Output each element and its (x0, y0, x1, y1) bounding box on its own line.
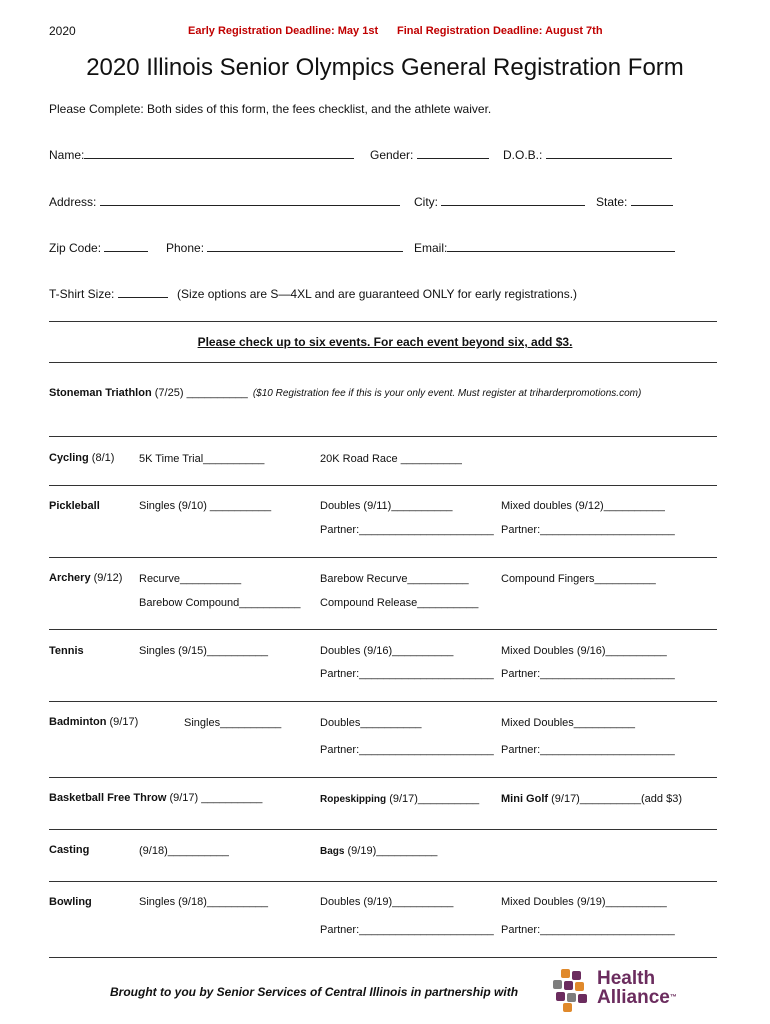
zip-label: Zip Code: (49, 241, 102, 255)
logo-square (578, 994, 587, 1003)
cycling-5k-option[interactable]: 5K Time Trial__________ (139, 453, 265, 465)
tennis-name: Tennis (49, 645, 84, 657)
cycling-20k-option[interactable]: 20K Road Race __________ (320, 453, 462, 465)
ropeskipping-rest: (9/17)__________ (389, 793, 480, 805)
tshirt-label: T-Shirt Size: (49, 287, 115, 301)
health-alliance-logo (597, 969, 677, 1007)
badminton-mixed-option[interactable]: Mixed Doubles__________ (501, 717, 635, 729)
archery-name: Archery (49, 572, 91, 584)
state-field-row (596, 194, 673, 209)
logo-square (572, 971, 581, 980)
pickleball-name: Pickleball (49, 500, 100, 512)
email-field-row (414, 240, 675, 255)
badminton-singles-option[interactable]: Singles__________ (184, 717, 282, 729)
health-alliance-logo-mark (553, 969, 593, 1013)
tennis-partner-mixed[interactable]: Partner:______________________ (501, 668, 675, 680)
minigolf-option[interactable] (501, 793, 682, 805)
archery-compound-release-option[interactable]: Compound Release__________ (320, 597, 479, 609)
divider (49, 957, 717, 958)
logo-line2: Alliance (597, 987, 670, 1008)
instructions: Please Complete: Both sides of this form, the fees checklist, and the athlete waiver. (49, 102, 492, 116)
page-title: 2020 Illinois Senior Olympics General Registration Form (86, 54, 684, 81)
cycling-name: Cycling (49, 452, 89, 464)
cycling-event-label (49, 452, 114, 464)
badminton-event-label (49, 716, 138, 728)
casting-option[interactable]: (9/18)__________ (139, 845, 229, 857)
divider (49, 629, 717, 630)
phone-field-row (166, 240, 403, 255)
year-label: 2020 (49, 24, 76, 38)
tennis-mixed-option[interactable]: Mixed Doubles (9/16)__________ (501, 645, 667, 657)
tshirt-field[interactable] (118, 286, 168, 298)
early-deadline: Early Registration Deadline: May 1st (188, 25, 379, 37)
phone-label: Phone: (166, 241, 205, 255)
logo-square (556, 992, 565, 1001)
divider (49, 557, 717, 558)
logo-square (575, 982, 584, 991)
bowling-mixed-option[interactable]: Mixed Doubles (9/19)__________ (501, 896, 667, 908)
gender-label: Gender: (370, 148, 414, 162)
archery-barebow-recurve-option[interactable]: Barebow Recurve__________ (320, 573, 469, 585)
dob-field[interactable] (546, 147, 672, 159)
phone-field[interactable] (207, 240, 403, 252)
logo-line2-wrap (597, 988, 677, 1007)
cycling-date: (8/1) (91, 452, 115, 464)
divider (49, 485, 717, 486)
ropeskipping-name: Ropeskipping (320, 794, 387, 805)
address-label: Address: (49, 195, 97, 209)
triathlon-note: ($10 Registration fee if this is your only event. Must register at triharderpromotions.com) (252, 388, 642, 399)
divider (49, 701, 717, 702)
logo-square (567, 993, 576, 1002)
divider (49, 321, 717, 322)
zip-field[interactable] (104, 240, 148, 252)
divider (49, 881, 717, 882)
bowling-name: Bowling (49, 896, 92, 908)
gender-field-row (370, 147, 489, 162)
basketball-name: Basketball Free Throw (49, 792, 167, 804)
tshirt-note: (Size options are S—4XL and are guaranteed ONLY for early registrations.) (177, 287, 578, 301)
name-field[interactable] (84, 147, 354, 159)
tennis-partner-doubles[interactable]: Partner:______________________ (320, 668, 494, 680)
logo-trademark: ™ (669, 994, 677, 1001)
tennis-singles-option[interactable]: Singles (9/15)__________ (139, 645, 269, 657)
email-field[interactable] (447, 240, 675, 252)
email-label: Email: (414, 241, 448, 255)
triathlon-name: Stoneman Triathlon (49, 387, 152, 399)
dob-label: D.O.B.: (503, 148, 543, 162)
logo-square (564, 981, 573, 990)
logo-line1: Health (597, 968, 656, 989)
zip-field-row (49, 240, 148, 255)
bags-option[interactable] (320, 845, 437, 857)
badminton-partner-mixed[interactable]: Partner:______________________ (501, 744, 675, 756)
divider (49, 362, 717, 363)
archery-recurve-option[interactable]: Recurve__________ (139, 573, 242, 585)
bags-rest: (9/19)__________ (347, 845, 438, 857)
pickleball-singles-option[interactable]: Singles (9/10) __________ (139, 500, 272, 512)
footer-text: Brought to you by Senior Services of Central Illinois in partnership with (110, 985, 519, 999)
bowling-singles-option[interactable]: Singles (9/18)__________ (139, 896, 269, 908)
basketball-option[interactable] (49, 792, 262, 804)
minigolf-rest: (9/17)__________(add $3) (551, 793, 682, 805)
tennis-doubles-option[interactable]: Doubles (9/16)__________ (320, 645, 454, 657)
pickleball-partner-doubles[interactable]: Partner:______________________ (320, 524, 494, 536)
archery-compound-fingers-option[interactable]: Compound Fingers__________ (501, 573, 656, 585)
bags-name: Bags (320, 846, 345, 857)
gender-field[interactable] (417, 147, 489, 159)
badminton-name: Badminton (49, 716, 107, 728)
minigolf-name: Mini Golf (501, 793, 549, 805)
divider (49, 829, 717, 830)
address-field-row (49, 194, 400, 209)
logo-square (553, 980, 562, 989)
basketball-rest: (9/17) __________ (169, 792, 263, 804)
divider (49, 436, 717, 437)
badminton-partner-doubles[interactable]: Partner:______________________ (320, 744, 494, 756)
events-heading: Please check up to six events. For each event beyond six, add $3. (197, 335, 573, 349)
city-field[interactable] (441, 194, 585, 206)
logo-square (561, 969, 570, 978)
state-field[interactable] (631, 194, 673, 206)
pickleball-partner-mixed[interactable]: Partner:______________________ (501, 524, 675, 536)
city-field-row (414, 194, 585, 209)
archery-date: (9/12) (93, 572, 123, 584)
bowling-partner-doubles[interactable]: Partner:______________________ (320, 924, 494, 936)
triathlon-row[interactable] (49, 387, 641, 399)
dob-field-row (503, 147, 672, 162)
casting-name: Casting (49, 844, 90, 856)
archery-event-label (49, 572, 122, 584)
tshirt-field-row (49, 286, 577, 301)
pickleball-doubles-option[interactable]: Doubles (9/11)__________ (320, 500, 453, 512)
name-field-row (49, 147, 354, 162)
archery-barebow-compound-option[interactable]: Barebow Compound__________ (139, 597, 301, 609)
badminton-date: (9/17) (109, 716, 139, 728)
bowling-partner-mixed[interactable]: Partner:______________________ (501, 924, 675, 936)
bowling-doubles-option[interactable]: Doubles (9/19)__________ (320, 896, 454, 908)
logo-square (563, 1003, 572, 1012)
address-field[interactable] (100, 194, 400, 206)
ropeskipping-option[interactable] (320, 793, 479, 805)
triathlon-date: (7/25) (154, 387, 184, 399)
triathlon-blank[interactable]: __________ (186, 387, 248, 399)
city-label: City: (414, 195, 438, 209)
pickleball-mixed-option[interactable]: Mixed doubles (9/12)__________ (501, 500, 665, 512)
name-label: Name: (49, 148, 85, 162)
badminton-doubles-option[interactable]: Doubles__________ (320, 717, 422, 729)
final-deadline: Final Registration Deadline: August 7th (397, 25, 603, 37)
divider (49, 777, 717, 778)
state-label: State: (596, 195, 628, 209)
